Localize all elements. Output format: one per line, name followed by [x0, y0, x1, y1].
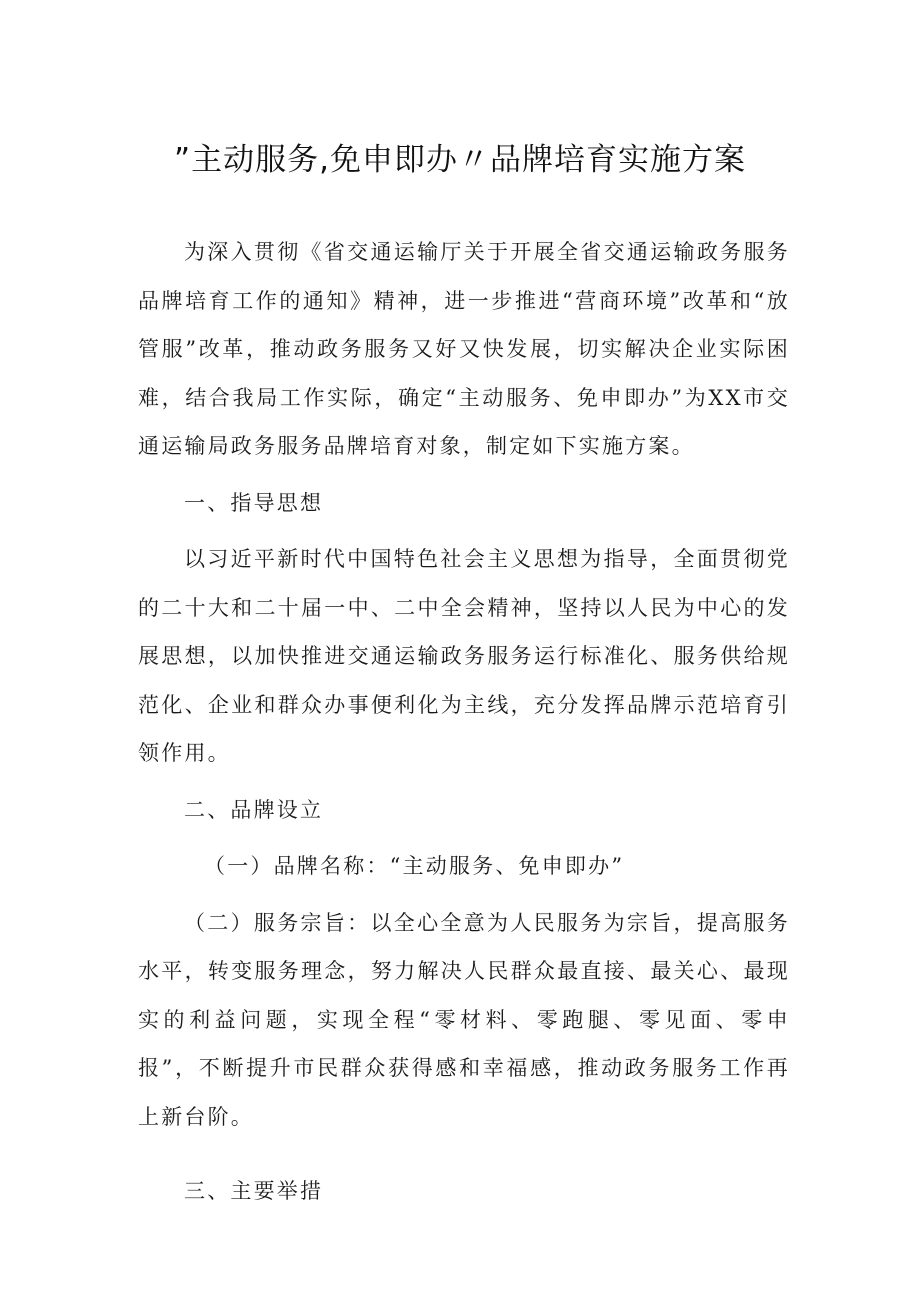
intro-paragraph: 为深入贯彻《省交通运输厅关于开展全省交通运输政务服务品牌培育工作的通知》精神，进一步推进“营商环境”改革和“放管服”改革，推动政务服务又好又快发展，切实解决企业实际困难，结合我局工作实际，确定“主动服务、免申即办”为XX市交通运输局政务服务品牌培育对象，制定如下实施方案。	[138, 240, 790, 458]
spacer	[138, 471, 790, 479]
spacer	[138, 891, 790, 899]
section-heading-guiding-ideology: 一、指导思想	[184, 490, 324, 515]
section-heading-main-measures: 三、主要举措	[184, 1179, 324, 1203]
guiding-ideology-paragraph: 以习近平新时代中国特色社会主义思想为指导，全面贯彻党的二十大和二十届一中、二中全会精神，坚持以人民为中心的发展思想，以加快推进交通运输政务服务运行标准化、服务供给规范化、企业和群众办事便利化为主线，充分发挥品牌示范培育引领作用。	[138, 547, 790, 765]
spacer	[138, 778, 790, 786]
section-heading-brand-setup: 二、品牌设立	[184, 797, 324, 822]
document-body	[138, 228, 790, 1216]
spacer	[138, 834, 790, 842]
spacer	[138, 527, 790, 535]
spacer	[138, 1141, 790, 1167]
document-title: ”主动服务,免申即办〃品牌培育实施方案	[174, 142, 746, 178]
brand-name-item: （一）品牌名称：“主动服务、免申即办”	[204, 854, 625, 878]
service-purpose-paragraph: （二）服务宗旨：以全心全意为人民服务为宗旨，提高服务水平，转变服务理念，努力解决人民群众最直接、最关心、最现实的利益问题，实现全程“零材料、零跑腿、零见面、零申报”，不断提升市民群众获得感和幸福感，推动政务服务工作再上新台阶。	[138, 910, 790, 1129]
